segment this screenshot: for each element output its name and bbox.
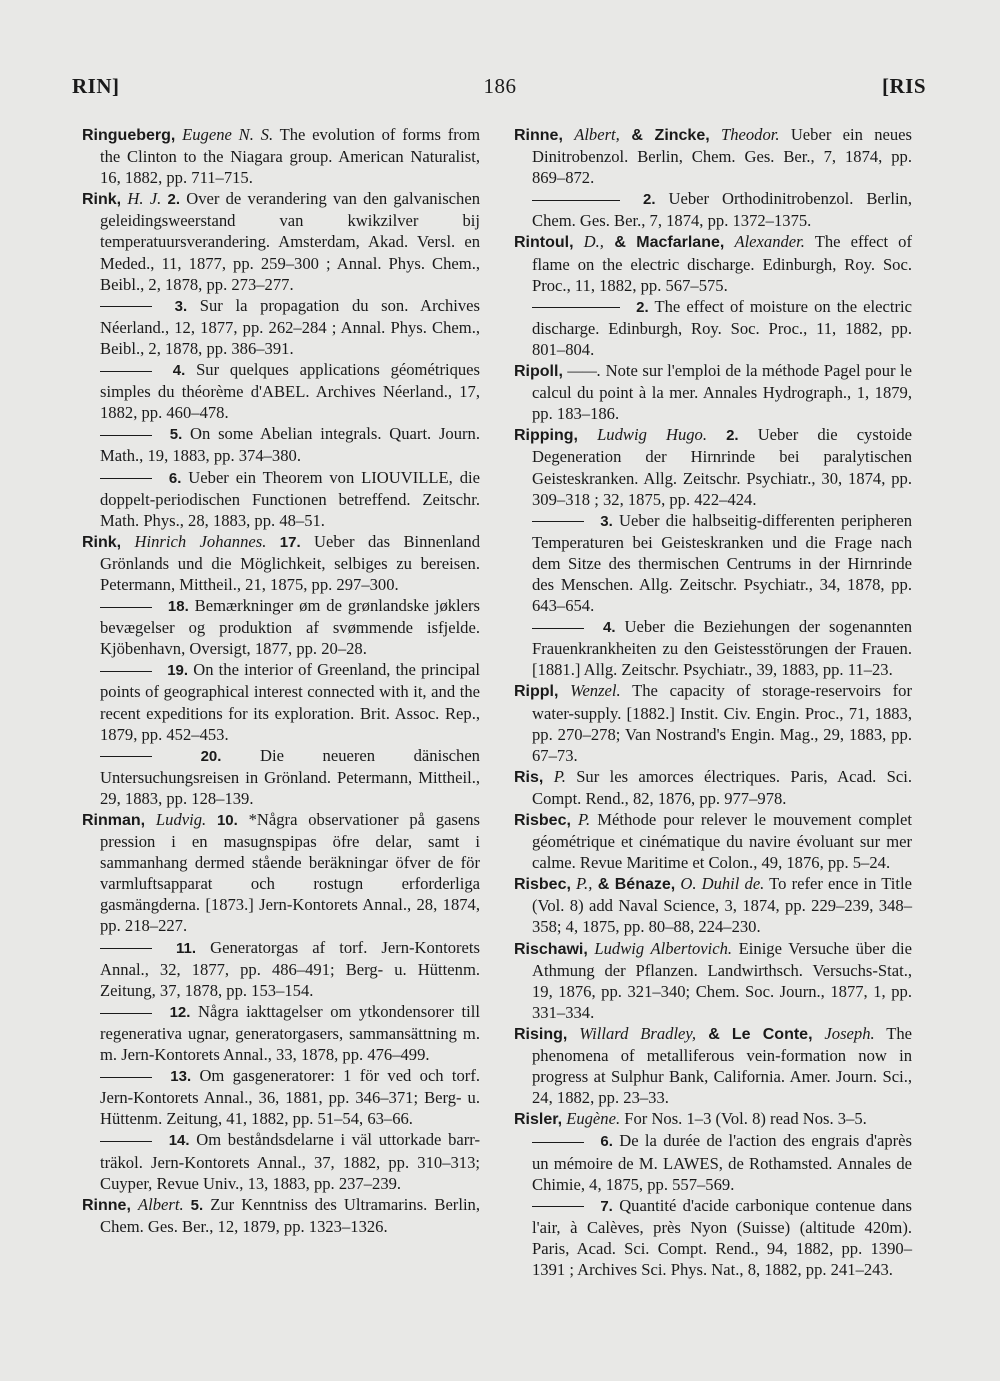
ditto-dash <box>532 1206 584 1207</box>
entry-number: 13. <box>170 1068 192 1086</box>
author-forename: Albert. <box>137 1194 184 1214</box>
coauthor-surname: & Macfarlane, <box>603 234 725 252</box>
entry-number: 2. <box>636 298 649 316</box>
author-surname: Risbec, <box>514 876 571 894</box>
bibliography-entry <box>82 1001 480 1065</box>
coauthor-surname: & Bénaze, <box>592 876 676 894</box>
author-forename: Ludwig Hugo. <box>597 425 707 445</box>
bibliography-entry <box>514 1108 912 1130</box>
bibliography-entry <box>82 1129 480 1193</box>
author-forename: Eugène. <box>566 1109 621 1129</box>
bibliography-entry <box>82 124 480 188</box>
ditto-dash <box>100 306 152 307</box>
author-forename: Wenzel. <box>570 681 621 701</box>
entry-number: 11. <box>176 939 197 957</box>
author-forename: P. <box>578 810 591 829</box>
ditto-dash <box>100 756 152 757</box>
entry-number: 19. <box>167 662 189 680</box>
coauthor-forename: Alexander. <box>734 232 805 252</box>
bibliography-entry <box>514 1023 912 1108</box>
running-head-right: [RIS <box>881 74 926 98</box>
entry-text: Om gasgeneratorer: 1 för ved och torf. Jern-Kontorets Annal., 36, 1881, pp. 346–371; Berg- u. Hüttenm. Zeitung, 41, 1882, pp. 51–54, 63–66. <box>100 1066 480 1129</box>
author-surname: Ris, <box>514 768 544 786</box>
ditto-dash <box>100 435 152 436</box>
entry-number: 20. <box>200 747 222 765</box>
bibliography-entry <box>82 659 480 744</box>
author-forename: Hinrich Johannes. <box>134 531 267 551</box>
bibliography-entry <box>82 745 480 809</box>
author-surname: Rinne, <box>82 1196 131 1214</box>
entry-number: 4. <box>172 362 186 380</box>
author-forename: Eugene N. S. <box>182 125 274 144</box>
author-surname: Rink, <box>82 533 122 551</box>
author-surname: Ripoll, <box>514 363 563 381</box>
entry-text: For Nos. 1–3 (Vol. 8) read Nos. 3–5. <box>620 1109 867 1129</box>
bibliography-entry <box>82 467 480 531</box>
bibliography-entry <box>514 1195 912 1280</box>
entry-number: 2. <box>167 191 180 209</box>
entry-text: On the interior of Greenland, the principal points of geographical interest connected with it, and the recent expeditions for its exploration. Brit. Assoc. Rep., 1879, pp. 452–453. <box>100 660 480 744</box>
ditto-dash <box>100 1013 152 1014</box>
entry-text: Om beståndsdelarne i väl uttorkade barr-träkol. Jern-Kontorets Annal., 37, 1882, pp. 310–313; Cuyper, Revue Univ., 13, 1883, pp. 237–239. <box>100 1130 480 1193</box>
entry-text: Note sur l'emploi de la méthode Pagel pour le calcul du point à la mer. Annales Hydrograph., 1, 1879, pp. 183–186. <box>532 361 913 424</box>
ditto-dash <box>100 948 152 949</box>
entry-text: Sur les amorces électriques. Paris, Acad. Sci. Compt. Rend., 82, 1876, pp. 977–978. <box>532 766 912 808</box>
entry-text: Ueber die Beziehungen der sogenannten Frauenkrankheiten zu den Geistesstörungen der Frauen. [1881.] Allg. Zeitschr. Psychiatr., 39, 1883, pp. 11–23. <box>532 617 912 680</box>
entry-text: Sur quelques applications géométriques simples du théorème d'ABEL. Archives Néerland., 17, 1882, pp. 460–478. <box>100 360 480 423</box>
author-forename: P. <box>553 766 566 786</box>
entry-text: Ueber das Binnenland Grönlands und die Möglichkeit, selbiges zu bereisen. Petermann, Mittheil., 21, 1875, pp. 297–300. <box>100 531 480 594</box>
bibliography-entry <box>514 188 912 231</box>
bibliography-entry <box>514 124 912 188</box>
entry-text: De la durée de l'action des engrais d'après un mémoire de M. LAWES, de Rothamsted. Annales de Chimie, 4, 1875, pp. 557–569. <box>532 1131 912 1194</box>
ditto-dash <box>100 1141 152 1142</box>
bibliography-entry <box>514 424 912 509</box>
bibliography-entry <box>82 809 480 937</box>
entry-text: *Några observationer på gasens pression i en masugnspipas öfre delar, samt i sammanhang dermed stående beräkningar öfver de för varmluftsapparat och rostugn erforderliga gasmängderna. [1873.] Jern-Kontorets Annal., 28, 1874, pp. 218–227. <box>100 810 481 936</box>
ditto-dash <box>532 521 584 522</box>
author-surname: Rippl, <box>514 683 559 701</box>
ditto-dash <box>532 628 584 629</box>
entry-text: Ueber die cystoide Degeneration der Hirnrinde bei paralytischen Geisteskranken. Allg. Zeitschr. Psychiatr., 30, 1874, pp. 309–318 ; 32, 1875, pp. 422–424. <box>532 425 912 509</box>
entry-number: 10. <box>216 812 238 829</box>
entry-text: Méthode pour relever le mouvement complet géométrique et cinématique du navire évoluant sur mer calme. Revue Maritime et Colon., 49, 1876, pp. 5–24. <box>532 810 912 873</box>
bibliography-entry <box>82 188 480 294</box>
bibliography-entry <box>514 296 912 360</box>
coauthor-forename: O. Duhil de. <box>680 874 765 894</box>
entry-number: 7. <box>600 1197 613 1215</box>
entry-number: 6. <box>168 469 182 487</box>
page-number: 186 <box>483 74 517 98</box>
entry-number: 3. <box>600 512 613 530</box>
left-column <box>82 124 480 1237</box>
coauthor-forename: Joseph. <box>824 1023 875 1043</box>
bibliography-entry <box>514 680 912 765</box>
entry-text: The effect of moisture on the electric discharge. Edinburgh, Roy. Soc. Proc., 11, 1882, pp. 801–804. <box>532 296 912 359</box>
bibliography-entry <box>514 360 912 424</box>
author-surname: Risler, <box>514 1111 563 1129</box>
entry-number: 5. <box>190 1196 204 1214</box>
bibliography-entry <box>514 809 912 873</box>
author-forename: Ludwig Albertovich. <box>594 938 733 958</box>
author-surname: Rink, <box>82 191 122 209</box>
author-surname: Rischawi, <box>514 940 588 958</box>
entry-number: 2. <box>643 191 656 209</box>
ditto-dash <box>532 200 620 201</box>
author-surname: Rinne, <box>514 127 563 144</box>
entry-text: The capacity of storage-reservoirs for water-supply. [1882.] Instit. Civ. Engin. Proc., 71, 1883, pp. 270–278; Van Nostrand's Engin. Mag., 29, 1883, pp. 67–73. <box>532 681 912 765</box>
ditto-dash <box>100 671 152 672</box>
coauthor-surname: & Le Conte, <box>696 1025 813 1043</box>
bibliography-entry <box>82 937 480 1001</box>
author-forename: Willard Bradley, <box>579 1023 697 1043</box>
ditto-dash <box>100 478 152 479</box>
entry-text: Quantité d'acide carbonique contenue dans l'air, à Calèves, près Nyon (Suisse) (altitude 420m). Paris, Acad. Sci. Compt. Rend., 94, 1882, pp. 1390–1391 ; Archives Sci. Phys. Nat., 8, 1882, pp. 241–243. <box>532 1195 912 1279</box>
entry-number: 12. <box>169 1003 191 1021</box>
coauthor-surname: & Zincke, <box>619 127 710 144</box>
entry-text: Ueber ein Theorem von LIOUVILLE, die doppelt-periodischen Functionen betreffend. Zeitschr. Math. Phys., 28, 1883, pp. 48–51. <box>100 467 480 530</box>
author-surname: Ripping, <box>514 427 578 445</box>
author-forename: Albert, <box>574 125 620 144</box>
entry-text: On some Abelian integrals. Quart. Journ. Math., 19, 1883, pp. 374–380. <box>100 424 480 466</box>
entry-text: The evolution of forms from the Clinton to the Niagara group. American Naturalist, 16, 1882, pp. 711–715. <box>100 125 480 188</box>
entry-number: 5. <box>169 426 183 444</box>
coauthor-forename: Theodor. <box>720 125 780 144</box>
ditto-dash <box>532 307 620 308</box>
entry-text: Einige Versuche über die Athmung der Pflanzen. Landwirthsch. Versuchs-Stat., 19, 1876, pp. 321–340; Chem. Soc. Journ., 1877, 1, pp. 331–334. <box>532 938 912 1022</box>
author-forename: Ludvig. <box>155 810 207 829</box>
bibliography-entry <box>514 938 912 1023</box>
bibliography-entry <box>82 359 480 423</box>
author-forename: H. J. <box>127 189 162 209</box>
entry-text: Bemærkninger øm de grønlandske jøklers bevægelser og produktion af svømmende isfjelde. Kjöbenhavn, Oversigt, 1877, pp. 20–28. <box>100 596 481 659</box>
bibliography-entry <box>82 295 480 359</box>
entry-number: 4. <box>602 619 616 637</box>
ditto-dash <box>532 1142 584 1143</box>
right-column <box>514 124 912 1280</box>
author-surname: Ringueberg, <box>82 127 176 144</box>
entry-text: The effect of flame on the electric discharge. Edinburgh, Roy. Soc. Proc., 11, 1882, pp. 567–575. <box>532 232 913 295</box>
bibliography-entry <box>82 595 480 659</box>
entry-text: Die neueren dänischen Untersuchungsreisen in Grönland. Petermann, Mittheil., 29, 1883, pp. 128–139. <box>100 745 480 808</box>
entry-number: 6. <box>600 1133 613 1151</box>
entry-number: 18. <box>167 598 189 616</box>
entry-text: Några iakttagelser om ytkondensorer till regenerativa ugnar, generatorgasers, sammansättning m. m. Jern-Kontorets Annal., 33, 1878, pp. 476–499. <box>100 1001 480 1065</box>
author-surname: Risbec, <box>514 812 571 829</box>
entry-text: The phenomena of metalliferous vein-formation now in progress at Sulphur Bank, California. Amer. Journ. Sci., 24, 1882, pp. 23–33. <box>532 1023 913 1108</box>
bibliography-entry <box>514 231 912 295</box>
author-forename: P., <box>576 874 593 894</box>
author-surname: Rising, <box>514 1025 568 1043</box>
entry-text: Generatorgas af torf. Jern-Kontorets Annal., 32, 1877, pp. 486–491; Berg- u. Hüttenm. Zeitung, 37, 1878, pp. 153–154. <box>100 937 480 1000</box>
bibliography-entry <box>82 423 480 466</box>
entry-text: Ueber ein neues Dinitrobenzol. Berlin, Chem. Ges. Ber., 7, 1874, pp. 869–872. <box>532 125 912 188</box>
entry-text: To refer ence in Title (Vol. 8) add Naval Science, 3, 1874, pp. 229–239, 348–358; 4, 1875, pp. 80–88, 224–230. <box>532 874 912 937</box>
bibliography-entry <box>514 616 912 680</box>
entry-text: Sur la propagation du son. Archives Néerland., 12, 1877, pp. 262–284 ; Annal. Phys. Chem., Beibl., 2, 1878, pp. 386–391. <box>100 295 480 358</box>
author-surname: Rinman, <box>82 812 146 829</box>
author-surname: Rintoul, <box>514 234 574 252</box>
running-head-left: RIN] <box>72 74 120 98</box>
ditto-dash <box>100 1077 152 1078</box>
entry-number: 3. <box>174 297 188 315</box>
ditto-dash <box>100 371 152 372</box>
entry-number: 2. <box>726 427 739 445</box>
bibliography-entry <box>82 531 480 595</box>
bibliography-entry <box>514 873 912 937</box>
author-forename: D., <box>583 232 604 252</box>
entry-number: 14. <box>168 1132 190 1150</box>
bibliography-entry <box>514 510 912 616</box>
author-forename: ——. <box>567 361 602 381</box>
ditto-dash <box>100 607 152 608</box>
entry-text: Ueber die halbseitig-differenten peripheren Temperaturen bei Geisteskranken und die Frage nach dem Sitze des thermischen Centrums in der Hirnrinde des Menschen. Allg. Zeitschr. Psychiatr., 34, 1878, pp. 643–654. <box>532 510 912 616</box>
entry-text: Zur Kenntniss des Ultramarins. Berlin, Chem. Ges. Ber., 12, 1879, pp. 1323–1326. <box>100 1194 481 1236</box>
bibliography-entry <box>82 1194 480 1237</box>
entry-number: 17. <box>279 533 301 551</box>
bibliography-entry <box>514 1130 912 1194</box>
entry-text: Ueber Orthodinitrobenzol. Berlin, Chem. Ges. Ber., 7, 1874, pp. 1372–1375. <box>532 189 912 231</box>
bibliography-entry <box>514 766 912 809</box>
entry-text: Over de verandering van den galvanischen geleidingsweerstand van kwikzilver bij temperatuursverandering. Amsterdam, Akad. Versl. en Meded., 11, 1877, pp. 259–300 ; Annal. Phys. Chem., Beibl., 2, 1878, pp. 273–277. <box>100 189 480 294</box>
bibliography-entry <box>82 1065 480 1129</box>
